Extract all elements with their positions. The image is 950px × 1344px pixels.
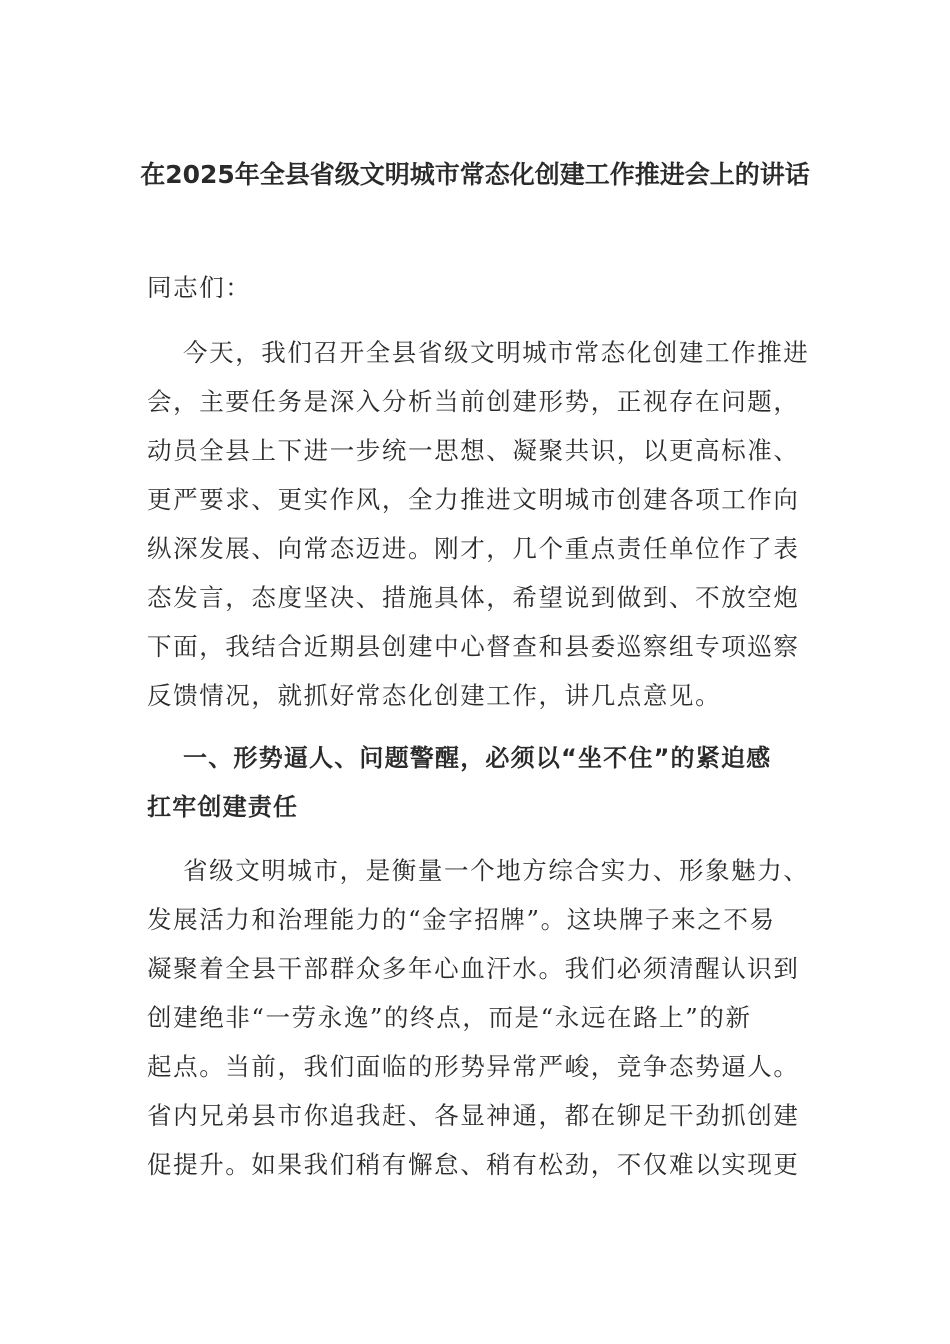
paragraph-line: 创建绝非“一劳永逸”的终点，而是“永远在路上”的新 bbox=[147, 1003, 752, 1032]
paragraph-line: 促提升。如果我们稍有懈怠、稍有松劲，不仅难以实现更 bbox=[147, 1150, 800, 1179]
paragraph-line: 动员全县上下进一步统一思想、凝聚共识，以更高标准、 bbox=[147, 436, 800, 465]
paragraph-line: 更严要求、更实作风，全力推进文明城市创建各项工作向 bbox=[147, 485, 800, 514]
paragraph-line: 今天，我们召开全县省级文明城市常态化创建工作推进 bbox=[183, 338, 810, 367]
paragraph-line: 态发言，态度坚决、措施具体，希望说到做到、不放空炮 bbox=[147, 583, 800, 612]
paragraph-line: 下面，我结合近期县创建中心督查和县委巡察组专项巡察 bbox=[147, 632, 800, 661]
paragraph-line: 省内兄弟县市你追我赶、各显神通，都在铆足干劲抓创建 bbox=[147, 1101, 800, 1130]
salutation: 同志们： bbox=[147, 273, 252, 302]
paragraph-line: 反馈情况，就抓好常态化创建工作，讲几点意见。 bbox=[147, 681, 722, 710]
document-title: 在2025年全县省级文明城市常态化创建工作推进会上的讲话 bbox=[140, 160, 810, 189]
paragraph-line: 会，主要任务是深入分析当前创建形势，正视存在问题， bbox=[147, 387, 800, 416]
section-heading-line: 扛牢创建责任 bbox=[147, 793, 299, 821]
paragraph-line: 起点。当前，我们面临的形势异常严峻，竞争态势逼人。 bbox=[147, 1052, 800, 1081]
paragraph-line: 省级文明城市，是衡量一个地方综合实力、形象魅力、 bbox=[183, 856, 810, 885]
paragraph-line: 凝聚着全县干部群众多年心血汗水。我们必须清醒认识到 bbox=[147, 954, 800, 983]
section-heading-line: 一、形势逼人、问题警醒，必须以“坐不住”的紧迫感 bbox=[183, 744, 772, 772]
paragraph-line: 纵深发展、向常态迈进。刚才，几个重点责任单位作了表 bbox=[147, 534, 800, 563]
paragraph-line: 发展活力和治理能力的“金字招牌”。这块牌子来之不易 bbox=[147, 905, 776, 934]
